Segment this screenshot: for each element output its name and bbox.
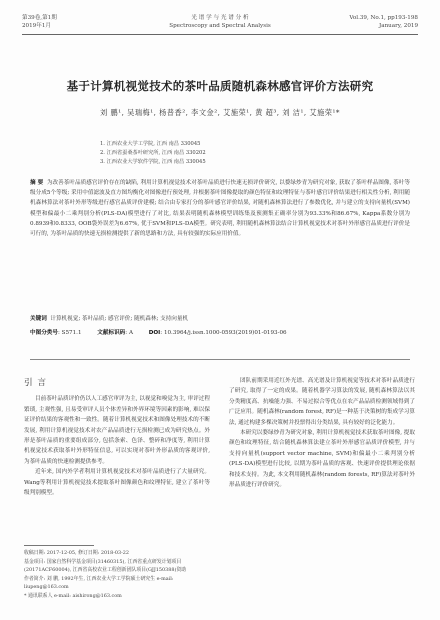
keywords-text: 计算机视觉; 茶叶品质; 感官评价; 随机森林; 支持向量机 — [50, 316, 189, 322]
body-paragraph: 团队前期采用近红外光谱、高光谱及计算机视觉等技术对茶叶品质进行了研究, 取得了一定的成果。随着机器学习算法的发展, 随机森林算法以其分类精度高、抗噪能力强、不易过拟合等优点在农产品品质检测领域得到了广泛应用。随机森林(random forest, RF)是一种基于决策树的集成学习算法, 通过构建多棵决策树并投票得出分类结果, 具有较好的泛化能力。 — [229, 378, 415, 426]
classification-meta: 中图分类号: S571.1 文献标识码: A DOI: 10.3964/j.issn.1000-0593(2019)01-0193-06 — [30, 330, 287, 336]
header-right — [349, 14, 418, 30]
footnote-received: 收稿日期: 2017-12-05, 修订日期: 2018-03-22 — [24, 550, 130, 556]
keywords-label: 关键词 — [30, 316, 47, 322]
doi-label: DOI — [148, 330, 161, 336]
body-paragraph: 目前茶叶品质评价仍以人工感官审评为主, 以视觉和嗅觉为主, 审评过程繁琐, 主观性强, 且易受审评人员个体差异和外界环境等因素的影响, 难以保证评价结果的客观性和一致性。随着计算机视觉技术和图像处理技术的不断发展, 利用计算机视觉技术对农产品品质进行无损检测已成为研究热点。外形是茶叶品质的重要组成部分, 包括条索、色泽、整碎和净度等, 利用计算机视觉技术获取茶叶外形特征信息, 可以实现对茶叶外形品质的客观评价, 为茶叶品质的快速检测提供参考。 — [24, 396, 210, 465]
meta-divider — [30, 359, 410, 360]
abstract-label: 摘 要 — [30, 180, 44, 186]
journal-name-en: Spectroscopy and Spectral Analysis — [169, 23, 271, 29]
header-volume: 第39卷,第1期 — [22, 15, 57, 21]
abstract — [30, 178, 410, 239]
clc-value: S571.1 — [61, 330, 82, 336]
footnote-corresponding: * 通讯联系人 e-mail: aishirong@163.com — [24, 592, 122, 599]
author-list: 刘 鹏¹, 吴瑞梅¹, 杨普香², 李文金², 艾施荣¹, 黄 超³, 刘 洁¹, 艾施荣¹* — [100, 108, 340, 117]
footnote-author: 作者简介: 刘 鹏, 1992年生, 江西农业大学工学院硕士研究生 e-mail: liupeng@163.com — [24, 575, 174, 591]
right-column — [229, 376, 415, 490]
footnote-divider — [24, 545, 94, 546]
abstract-text: 为改善茶叶品质感官评价存在的缺陷, 利用计算机视觉技术对茶叶品质进行快速无损评价研究, 以婺绿炒青为研究对象, 获取了茶叶样品图像, 茶叶等级分成5个等级; 采用中值滤波及直方图均衡化对图像进行预处理, 并根据茶叶图像提取的颜色特征和纹理特征与茶叶感官评价结果进行相关性分析, 利用随机森林算法对茶叶外形等级进行感官品质评价建模; 结合由专家打分的茶叶感官评价结果, 对随机森林算法进行了参数优化, 并与建立的支持向量机(SVM)模型和偏最小二乘判别分析(PLS-DA)模型进行了对比, 结果表明随机森林模型训练集及预测集正确率分别为93.33%和86.67%, Kappa系数分别为0.8939和0.8333, OOB袋外误差为6.67%, 优于SVM和PLS-DA模型。研究表明, 利用随机森林算法结合计算机视觉技术对茶叶外形感官品质进行评价是可行的, 为茶叶品质的快速无损检测提供了新的思路和方法, 具有较强的实际应用价值。 — [30, 180, 410, 238]
affiliation-item: 1. 江西农业大学工学院, 江西 南昌 330045 — [100, 141, 201, 147]
body-paragraph: 近年来, 国内外学者利用计算机视觉技术对茶叶品质进行了大量研究。Wang等利用计算机视觉技术提取茶叶图像颜色和纹理特征, 建立了茶叶等级判别模型。 — [24, 469, 210, 497]
affiliation-item: 2. 江西省蚕桑茶叶研究所, 江西 南昌 330202 — [100, 150, 206, 156]
doc-code-value: A — [128, 330, 133, 336]
affiliation-item: 3. 江西农业大学软件学院, 江西 南昌 330045 — [100, 159, 206, 165]
footnote-funding: 基金项目: 国家自然科学基金项目(31460315), 江西省重点研发计划项目(20171ACF60004), 江西省高校农业工程创新团队项目(GJJ150388)资助 — [24, 558, 187, 574]
doc-code-label: 文献标识码 — [97, 330, 126, 336]
running-header — [22, 14, 418, 40]
left-column — [24, 378, 210, 498]
header-volume-en: Vol.39, No.1, pp193-198 — [349, 15, 418, 21]
clc-label: 中图分类号 — [30, 330, 58, 336]
section-title: 引 言 — [24, 378, 47, 388]
affiliation-list — [100, 140, 360, 167]
doi-value: 10.3964/j.issn.1000-0593(2019)01-0193-06 — [163, 330, 287, 336]
footnotes — [24, 549, 210, 601]
body-paragraph: 本研究以婺绿炒青为研究对象, 利用计算机视觉技术获取茶叶图像, 提取颜色和纹理特征, 结合随机森林算法建立茶叶外形感官品质评价模型, 并与支持向量机(support vector machine, SVM)和偏最小二乘判别分析(PLS-DA)模型进行比较, 以期为茶叶品质的客观、快速评价提供理论依据和技术支持。为此, 本文利用随机森林(random forests, RF)算法对茶叶外形品质进行评价研究。 — [229, 430, 415, 489]
header-divider — [22, 34, 418, 35]
paper-title: 基于计算机视觉技术的茶叶品质随机森林感官评价方法研究 — [66, 79, 374, 93]
header-date: 2019年1月 — [22, 23, 51, 29]
journal-name-cn: 光 谱 学 与 光 谱 分 析 — [191, 15, 249, 21]
header-date-en: January, 2019 — [379, 23, 418, 29]
keywords — [30, 315, 410, 324]
